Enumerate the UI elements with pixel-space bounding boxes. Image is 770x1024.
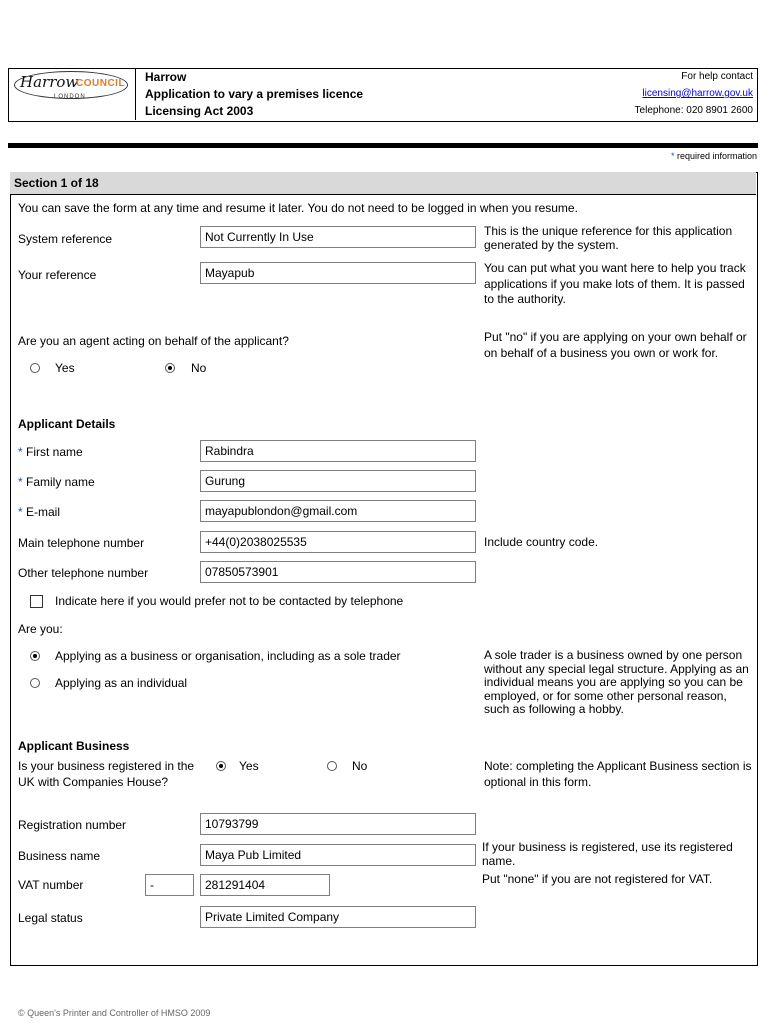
companies-house-yes-label: Yes [239, 759, 259, 773]
no-phone-contact-checkbox[interactable] [30, 595, 43, 608]
section-bar [10, 172, 756, 195]
logo-council-text: COUNCIL [76, 78, 126, 89]
your-reference-label: Your reference [18, 268, 97, 282]
companies-house-question: Is your business registered in the UK with Companies House? [18, 759, 195, 789]
registration-number-label: Registration number [18, 818, 127, 832]
header-title: Application to vary a premises licence [145, 87, 364, 101]
help-telephone: Telephone: 020 8901 2600 [634, 105, 753, 116]
agent-question: Are you an agent acting on behalf of the applicant? [18, 334, 289, 348]
registration-number-field[interactable]: 10793799 [200, 813, 476, 835]
applicant-details-heading: Applicant Details [18, 417, 116, 431]
copyright-footer: © Queen's Printer and Controller of HMSO 2009 [18, 1008, 211, 1018]
section-title: Section 1 of 18 [14, 176, 99, 190]
business-name-field[interactable]: Maya Pub Limited [200, 844, 476, 866]
required-star: * [18, 505, 23, 519]
business-name-label: Business name [18, 849, 101, 863]
system-reference-field[interactable]: Not Currently In Use [200, 226, 476, 248]
header-org: Harrow [145, 70, 187, 84]
your-reference-field[interactable]: Mayapub [200, 262, 476, 284]
business-option-label: Applying as a business or organisation, including as a sole trader [55, 649, 401, 663]
required-star: * [18, 445, 23, 459]
first-name-field[interactable]: Rabindra [200, 440, 476, 462]
agent-help: Put "no" if you are applying on your own behalf or on behalf of a business you own or work for. [484, 330, 747, 360]
vat-help: Put "none" if you are not registered for VAT. [482, 872, 713, 886]
business-radio[interactable] [30, 651, 40, 661]
system-reference-label: System reference [18, 232, 113, 246]
required-star: * [18, 475, 23, 489]
legal-status-label: Legal status [18, 911, 83, 925]
companies-house-no-label: No [352, 759, 368, 773]
help-email-link[interactable]: licensing@harrow.gov.uk [642, 88, 753, 99]
email-label: * E-mail [18, 505, 61, 519]
other-phone-field[interactable]: 07850573901 [200, 561, 476, 583]
are-you-label: Are you: [18, 622, 63, 636]
system-reference-help: This is the unique reference for this application generated by the system. [484, 224, 733, 252]
logo-london-text: LONDON [54, 94, 86, 100]
agent-no-radio[interactable] [165, 363, 175, 373]
main-phone-label: Main telephone number [18, 536, 145, 550]
main-phone-field[interactable]: +44(0)2038025535 [200, 531, 476, 553]
your-reference-help: You can put what you want here to help you track applications if you make lots of them. It is passed to the authority. [484, 261, 746, 306]
are-you-help: A sole trader is a business owned by one person without any special legal structure. Applying as an individual means you are applying so you can be employed, or for some other personal reason, such as following a hobby. [484, 648, 749, 716]
legal-status-field[interactable]: Private Limited Company [200, 906, 476, 928]
required-star: * [670, 151, 675, 161]
agent-yes-label: Yes [55, 361, 75, 375]
no-phone-contact-label: Indicate here if you would prefer not to be contacted by telephone [55, 594, 404, 608]
companies-house-yes-radio[interactable] [216, 761, 226, 771]
business-name-help: If your business is registered, use its registered name. [482, 840, 733, 868]
vat-number-field[interactable]: 281291404 [200, 874, 330, 896]
agent-no-label: No [191, 361, 207, 375]
business-note: Note: completing the Applicant Business section is optional in this form. [484, 759, 752, 789]
first-name-label: * First name [18, 445, 83, 459]
individual-option-label: Applying as an individual [55, 676, 188, 690]
main-phone-help: Include country code. [484, 535, 599, 549]
family-name-label: * Family name [18, 475, 95, 489]
individual-radio[interactable] [30, 678, 40, 688]
help-label: For help contact [681, 71, 753, 82]
required-text: required information [674, 151, 757, 161]
header-act: Licensing Act 2003 [145, 104, 254, 118]
agent-yes-radio[interactable] [30, 363, 40, 373]
vat-number-label: VAT number [18, 878, 84, 892]
other-phone-label: Other telephone number [18, 566, 149, 580]
vat-prefix-field[interactable]: - [145, 874, 194, 896]
section-intro: You can save the form at any time and resume it later. You do not need to be logged in when you resume. [18, 201, 578, 215]
logo-script: Harrow [20, 73, 79, 91]
family-name-field[interactable]: Gurung [200, 470, 476, 492]
applicant-business-heading: Applicant Business [18, 739, 130, 753]
header-rule [8, 143, 758, 148]
companies-house-no-radio[interactable] [327, 761, 337, 771]
required-note [671, 151, 757, 161]
email-field[interactable]: mayapublondon@gmail.com [200, 500, 476, 522]
